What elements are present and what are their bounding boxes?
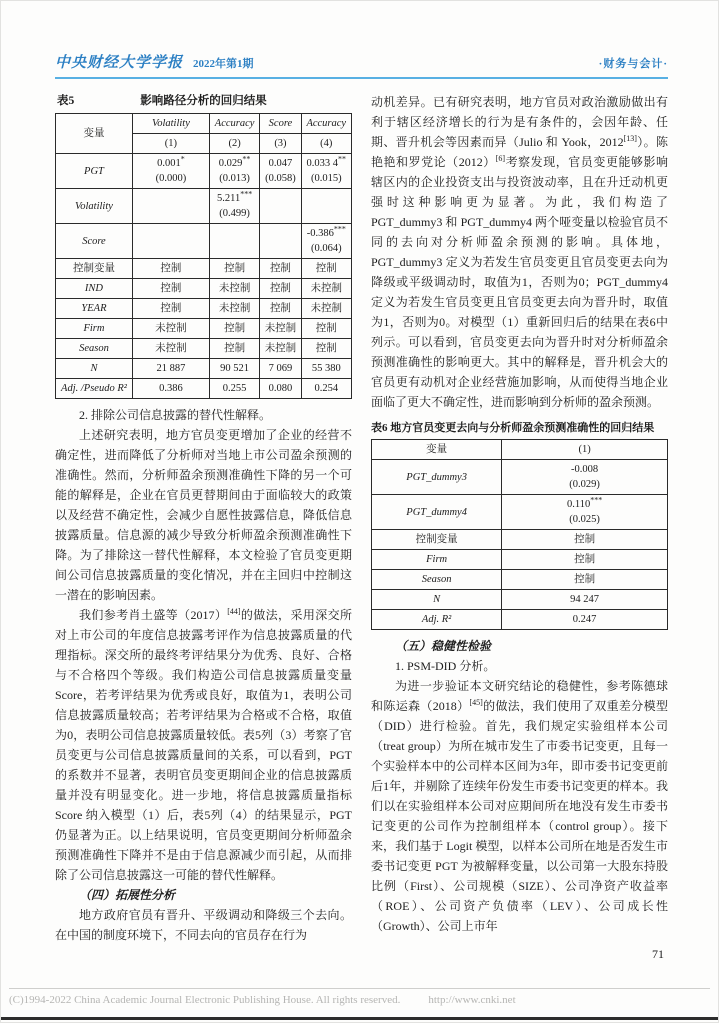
table-cell: 控制 (502, 570, 668, 590)
table-cell: PGT_dummy3 (372, 460, 502, 495)
table-cell: 控制 (209, 259, 259, 279)
table-cell: 0.255 (209, 379, 259, 399)
section-heading-5: （五）稳健性检验 (395, 639, 492, 653)
journal-logo: 中央财经大学学报 (55, 55, 184, 71)
table-header-cell: Volatility (132, 114, 209, 134)
table-cell: Score (56, 224, 133, 259)
right-paragraph-group (371, 676, 668, 936)
table-cell: 0.080 (260, 379, 301, 399)
table-cell: 0.386 (132, 379, 209, 399)
table-row (56, 224, 352, 259)
table-cell: 90 521 (209, 359, 259, 379)
regression-table-5 (55, 113, 352, 399)
table-cell: PGT_dummy4 (372, 495, 502, 530)
table-header-cell: 变量 (56, 114, 133, 154)
table-header-cell: Score (260, 114, 301, 134)
table5-caption (55, 92, 352, 110)
table-cell: Season (372, 570, 502, 590)
table-cell: PGT (56, 154, 133, 189)
table-cell: 0.254 (301, 379, 351, 399)
table-cell: 0.029** (0.013) (209, 154, 259, 189)
table6-caption (371, 420, 668, 436)
table-cell: 控制变量 (372, 530, 502, 550)
page-number: 71 (652, 947, 664, 961)
left-column (55, 92, 352, 964)
table-cell: 0.033 4** (0.015) (301, 154, 351, 189)
journal-issue: 2022年第1期 (193, 58, 254, 70)
table-row (372, 610, 668, 630)
table-header-cell: (3) (260, 134, 301, 154)
table-cell: 控制 (132, 259, 209, 279)
table-cell: 控制 (209, 339, 259, 359)
table-row (372, 460, 668, 495)
page-footer (9, 988, 710, 1006)
table-cell: 5.211*** (0.499) (209, 189, 259, 224)
table5-label: 表5 (57, 95, 75, 107)
footer-url: http://www.cnki.net (428, 994, 516, 1006)
table-cell: N (56, 359, 133, 379)
table-row (372, 590, 668, 610)
table-cell: -0.386*** (0.064) (301, 224, 351, 259)
paragraph: 地方政府官员有晋升、平级调动和降级三个去向。在中国的制度环境下，不同去向的官员存在行为 (55, 908, 352, 942)
paragraph: 上述研究表明，地方官员变更增加了企业的经营不确定性，进而降低了分析师对当地上市公司盈余预测的准确性。然而，分析师盈余预测准确性下降的另一个可能的解释是，企业在官员更替期间由于面临较大的政策以及经营不确定性，会减少自愿性披露信息，降低信息披露质量。信息源的减少导致分析师盈余预测准确性下降。为了排除这一替代性解释，本文检验了官员变更期间公司信息披露质量的变化情况，并在主回归中控制这一潜在的影响因素。 (55, 428, 352, 602)
continuation-paragraph: 动机差异。已有研究表明，地方官员对政治激励做出有利于辖区经济增长的行为是有条件的，会因年龄、任期、晋升机会等因素而异（Julio 和 Yook，2012[13]）。陈艳艳和罗党论（2012）[6]考察发现，官员变更能够影响辖区内的企业投资支出与投资波动率，且在升迁动机更强时这种影响更为显著。为此，我们构造了PGT_dummy3 和 PGT_dummy4 两个哑变量以检验官员不同的去向对分析师盈余预测的影响。具体地，PGT_dummy3 定义为若发生官员变更且官员变更去向为降级或平级调动时，取值为1，否则为0；PGT_dummy4 定义为若发生官员变更且官员变更去向为晋升时，取值为1，否则为0。对模型（1）重新回归后的结果在表6中列示。可以看到，官员变更去向为晋升时对分析师盈余预测准确性的影响更大。其中的解释是，晋升机会大的官员更有动机对企业经营施加影响，从而使得当地企业面临了更大不确定性，进而影响到分析师的盈余预测。 (371, 95, 668, 409)
table-row (56, 189, 352, 224)
table-header-cell: (4) (301, 134, 351, 154)
table-row (56, 279, 352, 299)
table-cell: 0.047 (0.058) (260, 154, 301, 189)
table-cell (301, 189, 351, 224)
psm-did-item: 1. PSM-DID 分析。 (395, 659, 496, 673)
table-row (56, 154, 352, 189)
paragraph: 为进一步验证本文研究结论的稳健性，参考陈德球和陈运森（2018）[45]的做法，我们使用了双重差分模型（DID）进行检验。首先，我们规定实验组样本公司（treat group）为所在城市发生了市委书记变更，且每一个实验样本中的公司样本区间为3年，即市委书记变更前后1年，并剔除了连续年份发生市委书记变更的样本。我们以在实验组样本公司对应期间所在地没有发生市委书记变更的公司作为控制组样本（control group）。接下来，我们基于 Logit 模型，以样本公司所在地是否发生市委书记变更 PGT 为被解释变量，以公司第一大股东持股比例（First）、公司规模（SIZE）、公司净资产收益率（ROE）、公司资产负债率（LEV）、公司成长性（Growth）、公司上市年 (371, 679, 668, 933)
table-cell: Volatility (56, 189, 133, 224)
table-header-cell: Accuracy (301, 114, 351, 134)
table-row (372, 495, 668, 530)
table-cell: 未控制 (260, 339, 301, 359)
paragraph: 2. 排除公司信息披露的替代性解释。 (79, 408, 272, 422)
table-row (56, 299, 352, 319)
table-cell: Adj. /Pseudo R² (56, 379, 133, 399)
table-row (56, 319, 352, 339)
table5-title: 影响路径分析的回归结果 (140, 95, 267, 107)
table-header-cell: (1) (132, 134, 209, 154)
paragraph: 我们参考肖土盛等（2017）[44]的做法，采用深交所对上市公司的年度信息披露考评作为信息披露质量的代理指标。深交所的最终考评结果分为优秀、良好、合格与不合格四个等级。我们构造公司信息披露质量变量 Score，若考评结果为优秀或良好，取值为1，表明公司信息披露质量较高；若考评结果为合格或不合格，取值为0，表明公司信息披露质量较低。表5列（3）考察了官员变更与公司信息披露质量间的关系，可以看到，PGT 的系数并不显著，表明官员变更期间企业的信息披露质量并没有明显变化。进一步地，将信息披露质量指标 Score 纳入模型（1）后，表5列（4）的结果显示，PGT 仍显著为正。以上结果说明，官员变更期间分析师盈余预测准确性下降并不是由于信息源减少而引起，从而排除了公司信息披露这一可能的替代性解释。 (55, 607, 352, 882)
table-cell: 未控制 (301, 279, 351, 299)
footer-copyright: (C)1994-2022 China Academic Journal Electronic Publishing House. All rights reserved. (9, 994, 401, 1006)
table-cell (260, 224, 301, 259)
table-cell: 控制 (260, 259, 301, 279)
page-bottom-edge (1, 1017, 718, 1020)
table-cell: 控制 (301, 339, 351, 359)
table-cell: Firm (56, 319, 133, 339)
table-cell: N (372, 590, 502, 610)
table-cell: Firm (372, 550, 502, 570)
header-left (55, 51, 254, 72)
table-cell: 控制 (502, 550, 668, 570)
table-row (372, 570, 668, 590)
table-cell (260, 189, 301, 224)
table-cell: 控制 (132, 279, 209, 299)
table-cell: 控制 (301, 259, 351, 279)
table-cell (132, 224, 209, 259)
table-cell: 未控制 (301, 299, 351, 319)
table-row (372, 530, 668, 550)
table-header-cell: Accuracy (209, 114, 259, 134)
regression-table-6 (371, 439, 668, 630)
table-header-cell: 变量 (372, 440, 502, 460)
table-cell: 控制 (502, 530, 668, 550)
table-row (56, 359, 352, 379)
table-cell: 55 380 (301, 359, 351, 379)
table-row (56, 259, 352, 279)
page-header (55, 51, 668, 72)
table-header-cell: (2) (209, 134, 259, 154)
table-cell: YEAR (56, 299, 133, 319)
table-cell: 未控制 (260, 319, 301, 339)
table-cell: 21 887 (132, 359, 209, 379)
table-row (56, 379, 352, 399)
table-cell: 未控制 (209, 279, 259, 299)
left-paragraph-group (55, 405, 352, 885)
table-cell (209, 224, 259, 259)
table-cell: 控制 (301, 319, 351, 339)
table-cell: 0.001* (0.000) (132, 154, 209, 189)
right-column (371, 92, 668, 964)
table-cell: 控制 (260, 299, 301, 319)
table-row (372, 550, 668, 570)
table-cell: 7 069 (260, 359, 301, 379)
section-heading-4: （四）拓展性分析 (79, 888, 176, 902)
table-cell: 控制 (209, 319, 259, 339)
table-cell: Adj. R² (372, 610, 502, 630)
page-content (55, 51, 668, 964)
table-cell: Season (56, 339, 133, 359)
table-header-row (56, 114, 352, 134)
table-cell: 94 247 (502, 590, 668, 610)
table-cell (132, 189, 209, 224)
table-row (56, 339, 352, 359)
left-paragraph-group-2 (55, 905, 352, 945)
table-cell: IND (56, 279, 133, 299)
table-cell: -0.008 (0.029) (502, 460, 668, 495)
two-column-layout (55, 92, 668, 964)
table6-title: 地方官员变更去向与分析师盈余预测准确性的回归结果 (390, 422, 655, 434)
table-header-cell: (1) (502, 440, 668, 460)
section-label: ·财务与会计· (598, 58, 668, 70)
table-cell: 控制 (132, 299, 209, 319)
table6-label: 表6 (371, 422, 388, 434)
table-cell: 控制 (260, 279, 301, 299)
table-cell: 0.110*** (0.025) (502, 495, 668, 530)
table-cell: 0.247 (502, 610, 668, 630)
table-header-row (372, 440, 668, 460)
table-cell: 未控制 (209, 299, 259, 319)
table-cell: 未控制 (132, 339, 209, 359)
header-rule (55, 77, 668, 79)
table-cell: 控制变量 (56, 259, 133, 279)
table-cell: 未控制 (132, 319, 209, 339)
